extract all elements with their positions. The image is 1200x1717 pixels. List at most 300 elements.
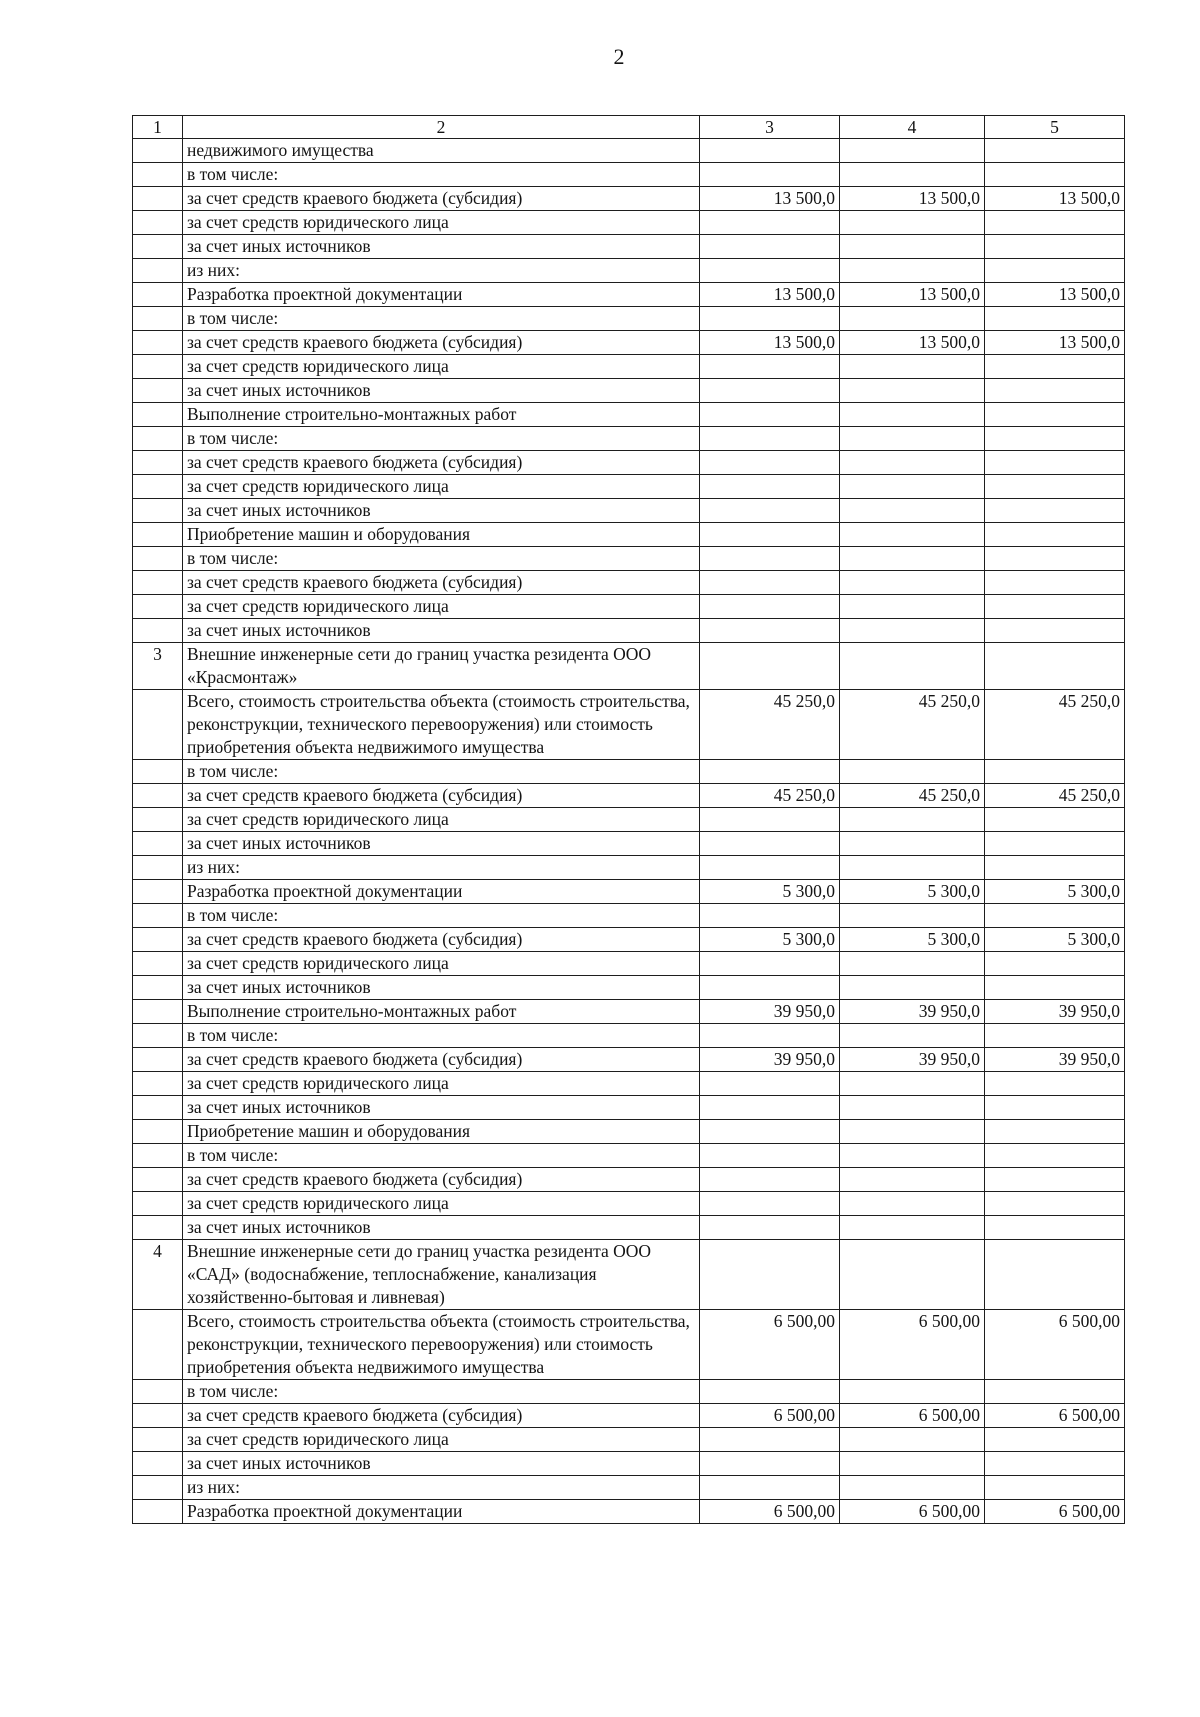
value-column-3 bbox=[700, 547, 840, 571]
item-description: за счет средств юридического лица bbox=[183, 211, 700, 235]
value-column-3 bbox=[700, 952, 840, 976]
item-description: в том числе: bbox=[183, 547, 700, 571]
value-column-5 bbox=[985, 1380, 1125, 1404]
item-number bbox=[133, 427, 183, 451]
budget-table bbox=[132, 115, 1125, 1524]
item-description: за счет иных источников bbox=[183, 499, 700, 523]
table-row bbox=[133, 283, 1125, 307]
item-description: в том числе: bbox=[183, 1380, 700, 1404]
value-column-3 bbox=[700, 355, 840, 379]
item-description: Приобретение машин и оборудования bbox=[183, 523, 700, 547]
table-row bbox=[133, 595, 1125, 619]
value-column-3 bbox=[700, 1168, 840, 1192]
value-column-3: 13 500,0 bbox=[700, 331, 840, 355]
table-row bbox=[133, 523, 1125, 547]
item-number bbox=[133, 1380, 183, 1404]
value-column-3: 6 500,00 bbox=[700, 1500, 840, 1524]
value-column-3 bbox=[700, 475, 840, 499]
item-number bbox=[133, 808, 183, 832]
table-row bbox=[133, 1096, 1125, 1120]
item-number bbox=[133, 1120, 183, 1144]
value-column-4 bbox=[840, 1476, 985, 1500]
item-description: в том числе: bbox=[183, 163, 700, 187]
value-column-3: 5 300,0 bbox=[700, 880, 840, 904]
value-column-3 bbox=[700, 595, 840, 619]
table-row bbox=[133, 211, 1125, 235]
value-column-4: 6 500,00 bbox=[840, 1310, 985, 1380]
item-description: за счет иных источников bbox=[183, 1216, 700, 1240]
item-number bbox=[133, 211, 183, 235]
table-row bbox=[133, 427, 1125, 451]
value-column-5: 13 500,0 bbox=[985, 187, 1125, 211]
table-row bbox=[133, 1452, 1125, 1476]
value-column-5 bbox=[985, 1452, 1125, 1476]
item-description: за счет средств краевого бюджета (субсидия) bbox=[183, 331, 700, 355]
value-column-4 bbox=[840, 952, 985, 976]
item-number bbox=[133, 619, 183, 643]
value-column-5 bbox=[985, 1192, 1125, 1216]
table-row bbox=[133, 571, 1125, 595]
item-description: за счет средств юридического лица bbox=[183, 808, 700, 832]
value-column-5 bbox=[985, 1072, 1125, 1096]
item-number bbox=[133, 595, 183, 619]
value-column-3 bbox=[700, 904, 840, 928]
table-row bbox=[133, 235, 1125, 259]
value-column-3 bbox=[700, 1144, 840, 1168]
item-description: Внешние инженерные сети до границ участка резидента ООО «САД» (водоснабжение, теплоснабжение, канализация хозяйственно-бытовая и ливневая) bbox=[183, 1240, 700, 1310]
item-description: Разработка проектной документации bbox=[183, 1500, 700, 1524]
value-column-3: 45 250,0 bbox=[700, 690, 840, 760]
item-description: в том числе: bbox=[183, 427, 700, 451]
item-number bbox=[133, 547, 183, 571]
value-column-4 bbox=[840, 139, 985, 163]
item-description: за счет иных источников bbox=[183, 1452, 700, 1476]
value-column-3 bbox=[700, 163, 840, 187]
item-description: за счет средств юридического лица bbox=[183, 595, 700, 619]
value-column-5 bbox=[985, 307, 1125, 331]
value-column-3 bbox=[700, 1476, 840, 1500]
item-description: в том числе: bbox=[183, 307, 700, 331]
table-row bbox=[133, 856, 1125, 880]
table-row bbox=[133, 1072, 1125, 1096]
value-column-3 bbox=[700, 1240, 840, 1310]
value-column-3 bbox=[700, 643, 840, 690]
value-column-4 bbox=[840, 259, 985, 283]
item-description: Внешние инженерные сети до границ участка резидента ООО «Красмонтаж» bbox=[183, 643, 700, 690]
value-column-3: 6 500,00 bbox=[700, 1404, 840, 1428]
table-row bbox=[133, 1048, 1125, 1072]
value-column-5 bbox=[985, 1096, 1125, 1120]
column-number-3: 3 bbox=[700, 116, 840, 139]
value-column-3 bbox=[700, 235, 840, 259]
value-column-5: 6 500,00 bbox=[985, 1310, 1125, 1380]
column-number-5: 5 bbox=[985, 116, 1125, 139]
value-column-4: 39 950,0 bbox=[840, 1048, 985, 1072]
table-row bbox=[133, 1500, 1125, 1524]
item-number bbox=[133, 1428, 183, 1452]
table-row bbox=[133, 355, 1125, 379]
item-number: 3 bbox=[133, 643, 183, 690]
item-description: из них: bbox=[183, 259, 700, 283]
item-description: недвижимого имущества bbox=[183, 139, 700, 163]
item-number bbox=[133, 1168, 183, 1192]
item-description: за счет средств краевого бюджета (субсидия) bbox=[183, 187, 700, 211]
item-description: за счет иных источников bbox=[183, 832, 700, 856]
table-row bbox=[133, 451, 1125, 475]
value-column-5 bbox=[985, 1120, 1125, 1144]
table-row bbox=[133, 1240, 1125, 1310]
value-column-5 bbox=[985, 904, 1125, 928]
item-number bbox=[133, 1048, 183, 1072]
column-number-1: 1 bbox=[133, 116, 183, 139]
value-column-5 bbox=[985, 1476, 1125, 1500]
value-column-4 bbox=[840, 499, 985, 523]
table-row bbox=[133, 1024, 1125, 1048]
table-row bbox=[133, 331, 1125, 355]
value-column-5 bbox=[985, 832, 1125, 856]
value-column-5: 6 500,00 bbox=[985, 1404, 1125, 1428]
table-row bbox=[133, 976, 1125, 1000]
table-row bbox=[133, 619, 1125, 643]
item-number bbox=[133, 283, 183, 307]
value-column-5 bbox=[985, 595, 1125, 619]
item-number bbox=[133, 1024, 183, 1048]
value-column-4 bbox=[840, 427, 985, 451]
table-row bbox=[133, 1120, 1125, 1144]
value-column-5 bbox=[985, 379, 1125, 403]
table-row bbox=[133, 163, 1125, 187]
value-column-3 bbox=[700, 856, 840, 880]
table-row bbox=[133, 760, 1125, 784]
value-column-3: 13 500,0 bbox=[700, 283, 840, 307]
value-column-4 bbox=[840, 307, 985, 331]
column-number-row bbox=[133, 116, 1125, 139]
item-description: за счет иных источников bbox=[183, 1096, 700, 1120]
item-number bbox=[133, 1144, 183, 1168]
value-column-4 bbox=[840, 856, 985, 880]
value-column-3 bbox=[700, 1096, 840, 1120]
value-column-4 bbox=[840, 1380, 985, 1404]
value-column-4 bbox=[840, 904, 985, 928]
value-column-5 bbox=[985, 475, 1125, 499]
item-number bbox=[133, 1476, 183, 1500]
value-column-3 bbox=[700, 427, 840, 451]
table-row bbox=[133, 1476, 1125, 1500]
value-column-4 bbox=[840, 643, 985, 690]
value-column-5 bbox=[985, 619, 1125, 643]
value-column-4 bbox=[840, 832, 985, 856]
value-column-5 bbox=[985, 1216, 1125, 1240]
item-description: в том числе: bbox=[183, 760, 700, 784]
value-column-3 bbox=[700, 1428, 840, 1452]
value-column-5 bbox=[985, 808, 1125, 832]
item-number bbox=[133, 832, 183, 856]
item-description: за счет средств юридического лица bbox=[183, 475, 700, 499]
value-column-3 bbox=[700, 211, 840, 235]
item-description: Всего, стоимость строительства объекта (стоимость строительства, реконструкции, технического перевооружения) или стоимость приобретения объекта недвижимого имущества bbox=[183, 690, 700, 760]
value-column-5 bbox=[985, 547, 1125, 571]
value-column-4 bbox=[840, 1120, 985, 1144]
table-row bbox=[133, 259, 1125, 283]
item-description: из них: bbox=[183, 1476, 700, 1500]
item-description: за счет иных источников bbox=[183, 235, 700, 259]
value-column-5 bbox=[985, 760, 1125, 784]
item-description: за счет средств краевого бюджета (субсидия) bbox=[183, 451, 700, 475]
table-row bbox=[133, 1216, 1125, 1240]
item-number bbox=[133, 163, 183, 187]
item-number bbox=[133, 1216, 183, 1240]
value-column-4: 39 950,0 bbox=[840, 1000, 985, 1024]
value-column-5 bbox=[985, 1144, 1125, 1168]
item-number bbox=[133, 1404, 183, 1428]
item-description: за счет средств краевого бюджета (субсидия) bbox=[183, 928, 700, 952]
value-column-4 bbox=[840, 451, 985, 475]
table-row bbox=[133, 1000, 1125, 1024]
value-column-3 bbox=[700, 499, 840, 523]
value-column-5: 45 250,0 bbox=[985, 784, 1125, 808]
item-number bbox=[133, 1452, 183, 1476]
item-description: в том числе: bbox=[183, 904, 700, 928]
value-column-5: 39 950,0 bbox=[985, 1048, 1125, 1072]
table-row bbox=[133, 1168, 1125, 1192]
item-description: за счет средств юридического лица bbox=[183, 952, 700, 976]
value-column-5 bbox=[985, 1024, 1125, 1048]
value-column-3 bbox=[700, 259, 840, 283]
value-column-4: 6 500,00 bbox=[840, 1500, 985, 1524]
value-column-4 bbox=[840, 1192, 985, 1216]
item-number bbox=[133, 928, 183, 952]
value-column-5: 6 500,00 bbox=[985, 1500, 1125, 1524]
item-description: Всего, стоимость строительства объекта (стоимость строительства, реконструкции, технического перевооружения) или стоимость приобретения объекта недвижимого имущества bbox=[183, 1310, 700, 1380]
value-column-3: 5 300,0 bbox=[700, 928, 840, 952]
value-column-3 bbox=[700, 523, 840, 547]
value-column-3: 45 250,0 bbox=[700, 784, 840, 808]
value-column-4 bbox=[840, 1428, 985, 1452]
value-column-5 bbox=[985, 976, 1125, 1000]
item-description: Разработка проектной документации bbox=[183, 283, 700, 307]
value-column-3 bbox=[700, 808, 840, 832]
column-number-2: 2 bbox=[183, 116, 700, 139]
table-row bbox=[133, 1428, 1125, 1452]
value-column-5 bbox=[985, 259, 1125, 283]
item-number bbox=[133, 403, 183, 427]
value-column-5: 5 300,0 bbox=[985, 880, 1125, 904]
table-row bbox=[133, 928, 1125, 952]
item-description: Выполнение строительно-монтажных работ bbox=[183, 1000, 700, 1024]
item-number bbox=[133, 523, 183, 547]
table-row bbox=[133, 139, 1125, 163]
value-column-3 bbox=[700, 1380, 840, 1404]
table-row bbox=[133, 690, 1125, 760]
column-number-4: 4 bbox=[840, 116, 985, 139]
value-column-5 bbox=[985, 1428, 1125, 1452]
value-column-5 bbox=[985, 643, 1125, 690]
value-column-4 bbox=[840, 1024, 985, 1048]
value-column-5 bbox=[985, 403, 1125, 427]
value-column-5: 13 500,0 bbox=[985, 283, 1125, 307]
value-column-5 bbox=[985, 952, 1125, 976]
item-number bbox=[133, 1096, 183, 1120]
item-description: за счет иных источников bbox=[183, 976, 700, 1000]
item-number bbox=[133, 451, 183, 475]
item-number bbox=[133, 571, 183, 595]
item-number bbox=[133, 235, 183, 259]
item-description: за счет иных источников bbox=[183, 379, 700, 403]
table-row bbox=[133, 379, 1125, 403]
value-column-3: 39 950,0 bbox=[700, 1000, 840, 1024]
value-column-3 bbox=[700, 403, 840, 427]
table-body bbox=[133, 139, 1125, 1524]
item-number bbox=[133, 784, 183, 808]
item-description: из них: bbox=[183, 856, 700, 880]
table-row bbox=[133, 643, 1125, 690]
value-column-3 bbox=[700, 1120, 840, 1144]
value-column-4 bbox=[840, 1072, 985, 1096]
item-description: Разработка проектной документации bbox=[183, 880, 700, 904]
value-column-4 bbox=[840, 1216, 985, 1240]
item-number bbox=[133, 1000, 183, 1024]
item-description: за счет средств юридического лица bbox=[183, 1192, 700, 1216]
item-number: 4 bbox=[133, 1240, 183, 1310]
value-column-3 bbox=[700, 760, 840, 784]
table-row bbox=[133, 880, 1125, 904]
item-description: Выполнение строительно-монтажных работ bbox=[183, 403, 700, 427]
value-column-4: 13 500,0 bbox=[840, 331, 985, 355]
value-column-5 bbox=[985, 355, 1125, 379]
value-column-5 bbox=[985, 211, 1125, 235]
value-column-4 bbox=[840, 1096, 985, 1120]
item-description: Приобретение машин и оборудования bbox=[183, 1120, 700, 1144]
item-number bbox=[133, 952, 183, 976]
value-column-4 bbox=[840, 571, 985, 595]
item-description: за счет средств краевого бюджета (субсидия) bbox=[183, 571, 700, 595]
value-column-3: 13 500,0 bbox=[700, 187, 840, 211]
item-description: за счет средств краевого бюджета (субсидия) bbox=[183, 1404, 700, 1428]
item-description: за счет иных источников bbox=[183, 619, 700, 643]
value-column-4: 5 300,0 bbox=[840, 928, 985, 952]
table-row bbox=[133, 784, 1125, 808]
item-description: за счет средств юридического лица bbox=[183, 355, 700, 379]
table-row bbox=[133, 187, 1125, 211]
item-number bbox=[133, 187, 183, 211]
table-row bbox=[133, 1310, 1125, 1380]
value-column-3 bbox=[700, 307, 840, 331]
item-number bbox=[133, 355, 183, 379]
value-column-5: 5 300,0 bbox=[985, 928, 1125, 952]
table-row bbox=[133, 475, 1125, 499]
value-column-3 bbox=[700, 1192, 840, 1216]
table-row bbox=[133, 1144, 1125, 1168]
value-column-5 bbox=[985, 235, 1125, 259]
value-column-4: 13 500,0 bbox=[840, 283, 985, 307]
value-column-5: 45 250,0 bbox=[985, 690, 1125, 760]
table-row bbox=[133, 403, 1125, 427]
value-column-3 bbox=[700, 976, 840, 1000]
item-number bbox=[133, 379, 183, 403]
item-number bbox=[133, 499, 183, 523]
item-number bbox=[133, 760, 183, 784]
value-column-4 bbox=[840, 355, 985, 379]
item-number bbox=[133, 139, 183, 163]
item-number bbox=[133, 1500, 183, 1524]
item-number bbox=[133, 690, 183, 760]
value-column-4 bbox=[840, 379, 985, 403]
item-number bbox=[133, 259, 183, 283]
value-column-5 bbox=[985, 1168, 1125, 1192]
value-column-5 bbox=[985, 427, 1125, 451]
value-column-4 bbox=[840, 235, 985, 259]
value-column-5 bbox=[985, 163, 1125, 187]
value-column-4: 45 250,0 bbox=[840, 784, 985, 808]
item-number bbox=[133, 475, 183, 499]
item-description: в том числе: bbox=[183, 1024, 700, 1048]
value-column-5 bbox=[985, 856, 1125, 880]
value-column-4 bbox=[840, 163, 985, 187]
value-column-3 bbox=[700, 451, 840, 475]
table-row bbox=[133, 1404, 1125, 1428]
value-column-3 bbox=[700, 139, 840, 163]
value-column-3 bbox=[700, 619, 840, 643]
value-column-4 bbox=[840, 976, 985, 1000]
table-row bbox=[133, 499, 1125, 523]
value-column-4: 45 250,0 bbox=[840, 690, 985, 760]
value-column-3 bbox=[700, 1216, 840, 1240]
table-row bbox=[133, 1380, 1125, 1404]
item-number bbox=[133, 307, 183, 331]
item-description: за счет средств краевого бюджета (субсидия) bbox=[183, 1168, 700, 1192]
value-column-5 bbox=[985, 451, 1125, 475]
value-column-3: 6 500,00 bbox=[700, 1310, 840, 1380]
item-number bbox=[133, 1192, 183, 1216]
value-column-4: 6 500,00 bbox=[840, 1404, 985, 1428]
item-description: за счет средств краевого бюджета (субсидия) bbox=[183, 784, 700, 808]
value-column-5 bbox=[985, 499, 1125, 523]
table-row bbox=[133, 904, 1125, 928]
value-column-3 bbox=[700, 832, 840, 856]
item-number bbox=[133, 856, 183, 880]
item-number bbox=[133, 880, 183, 904]
value-column-3: 39 950,0 bbox=[700, 1048, 840, 1072]
value-column-4: 5 300,0 bbox=[840, 880, 985, 904]
value-column-4 bbox=[840, 1144, 985, 1168]
item-number bbox=[133, 1310, 183, 1380]
value-column-4 bbox=[840, 211, 985, 235]
item-number bbox=[133, 331, 183, 355]
value-column-5: 39 950,0 bbox=[985, 1000, 1125, 1024]
value-column-3 bbox=[700, 1072, 840, 1096]
item-number bbox=[133, 904, 183, 928]
value-column-4 bbox=[840, 523, 985, 547]
value-column-5: 13 500,0 bbox=[985, 331, 1125, 355]
value-column-4: 13 500,0 bbox=[840, 187, 985, 211]
item-description: за счет средств юридического лица bbox=[183, 1428, 700, 1452]
value-column-4 bbox=[840, 619, 985, 643]
value-column-5 bbox=[985, 1240, 1125, 1310]
value-column-4 bbox=[840, 760, 985, 784]
value-column-4 bbox=[840, 1168, 985, 1192]
value-column-5 bbox=[985, 571, 1125, 595]
table-row bbox=[133, 952, 1125, 976]
value-column-5 bbox=[985, 523, 1125, 547]
page-number: 2 bbox=[613, 44, 625, 69]
table-row bbox=[133, 808, 1125, 832]
table-row bbox=[133, 832, 1125, 856]
table-row bbox=[133, 547, 1125, 571]
value-column-3 bbox=[700, 571, 840, 595]
value-column-4 bbox=[840, 808, 985, 832]
item-description: за счет средств краевого бюджета (субсидия) bbox=[183, 1048, 700, 1072]
value-column-3 bbox=[700, 1452, 840, 1476]
